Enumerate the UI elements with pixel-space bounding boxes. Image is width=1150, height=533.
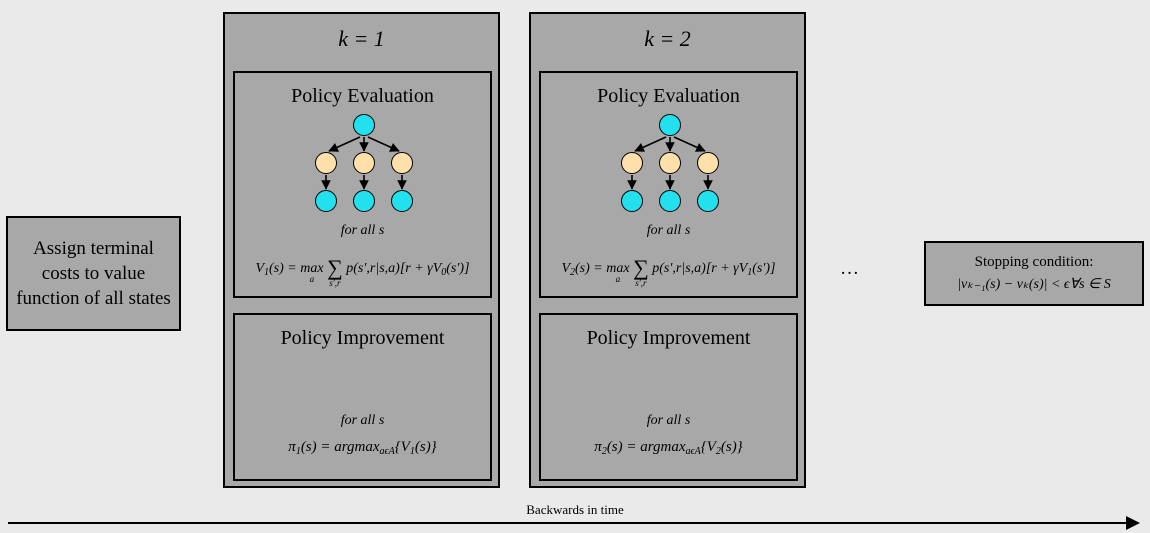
iteration-title-k1: k = 1 xyxy=(338,26,385,51)
eval-prev-index-k1: 0 xyxy=(441,266,447,278)
state-node-leaf-1 xyxy=(315,190,337,212)
policy-evaluation-formula-k2: $V_2(s)$ = max a ∑ s′,r $p(s',r|s,a)[r + \gamma V_1(s')]$ xyxy=(561,255,776,288)
iteration-title-k2: k = 2 xyxy=(644,26,691,51)
state-node-leaf-1 xyxy=(621,190,643,212)
policy-improvement-formula-k2: $\pi_2(s) = argmax_{a\epsilon A}\{V_2(s)\}$ xyxy=(594,439,743,457)
terminal-costs-text: Assign terminal costs to value function of all states xyxy=(16,237,171,310)
action-node-2 xyxy=(659,152,681,174)
state-node-leaf-2 xyxy=(659,190,681,212)
policy-evaluation-title-k1: Policy Evaluation xyxy=(291,85,434,107)
improve-policy-index-k2: 2 xyxy=(601,446,607,457)
eval-prev-index-k2: 1 xyxy=(747,266,753,278)
action-node-1 xyxy=(621,152,643,174)
eval-value-index-k1: 1 xyxy=(264,266,269,278)
stopping-condition-formula: |vₖ₋₁(s) − vₖ(s)| < ϵ∀s ∈ S xyxy=(957,277,1111,292)
action-node-2 xyxy=(353,152,375,174)
state-node-root xyxy=(353,114,375,136)
policy-evaluation-forall-k1: for all s xyxy=(340,223,385,238)
improve-value-index-k2: 2 xyxy=(715,446,721,457)
backup-diagram-k2 xyxy=(541,112,800,217)
time-axis-arrow-icon xyxy=(1126,516,1140,530)
stopping-condition-title: Stopping condition: xyxy=(974,254,1094,270)
improve-policy-index-k1: 1 xyxy=(295,446,301,457)
time-axis-line xyxy=(8,522,1128,524)
policy-improvement-box-k1 xyxy=(233,313,492,481)
state-node-leaf-3 xyxy=(697,190,719,212)
stopping-condition-box xyxy=(924,241,1144,306)
iteration-column-k2 xyxy=(529,12,806,488)
improve-value-index-k1: 1 xyxy=(409,446,415,457)
policy-evaluation-box-k2 xyxy=(539,71,798,298)
terminal-costs-box xyxy=(6,216,181,331)
policy-improvement-forall-k1: for all s xyxy=(340,413,385,428)
action-node-3 xyxy=(697,152,719,174)
policy-evaluation-formula-k1: $V_1(s)$ = max a ∑ s′,r $p(s',r|s,a)[r + \gamma V_0(s')]$ xyxy=(255,255,470,288)
continuation-ellipsis: … xyxy=(840,258,861,279)
state-node-root xyxy=(659,114,681,136)
policy-improvement-title-k1: Policy Improvement xyxy=(280,327,445,349)
eval-value-index-k2: 2 xyxy=(570,266,575,278)
policy-improvement-box-k2 xyxy=(539,313,798,481)
state-node-leaf-3 xyxy=(391,190,413,212)
iteration-column-k1 xyxy=(223,12,500,488)
action-node-3 xyxy=(391,152,413,174)
policy-evaluation-forall-k2: for all s xyxy=(646,223,691,238)
time-axis-label: Backwards in time xyxy=(526,502,624,517)
policy-improvement-formula-k1: $\pi_1(s) = argmax_{a\epsilon A}\{V_1(s)\}$ xyxy=(288,439,437,457)
policy-improvement-title-k2: Policy Improvement xyxy=(586,327,751,349)
policy-evaluation-title-k2: Policy Evaluation xyxy=(597,85,740,107)
backup-diagram-k1 xyxy=(235,112,494,217)
policy-evaluation-box-k1 xyxy=(233,71,492,298)
action-node-1 xyxy=(315,152,337,174)
policy-improvement-forall-k2: for all s xyxy=(646,413,691,428)
state-node-leaf-2 xyxy=(353,190,375,212)
